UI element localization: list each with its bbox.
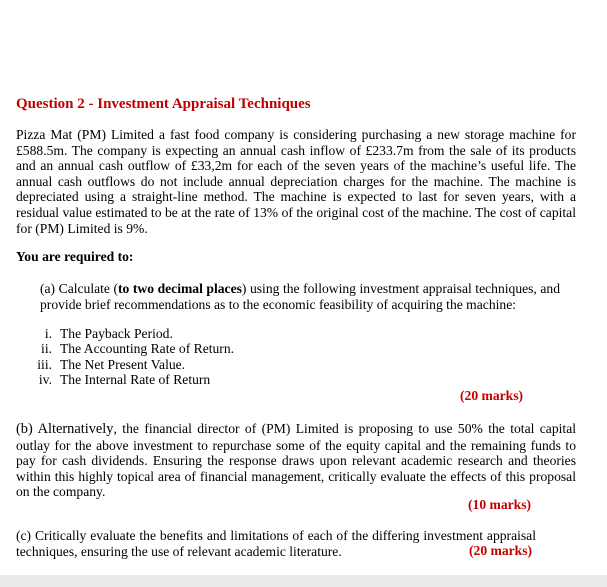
list-item — [16, 357, 234, 372]
question-title: Question 2 - Investment Appraisal Techniques — [16, 96, 311, 112]
list-item — [16, 372, 234, 387]
part-a-text-after: ) using the following investment appraisal techniques, and provide brief recommendations as to the economic feasibility of acquiring the machine: — [40, 281, 560, 312]
part-a-text — [40, 281, 560, 312]
technique-list — [16, 326, 234, 388]
bottom-band — [0, 575, 607, 587]
part-b-marks: (10 marks) — [468, 497, 532, 512]
part-a-marks: (20 marks) — [460, 388, 524, 403]
part-c-text: (c) Critically evaluate the benefits and limitations of each of the differing investment appraisal techniques, ensuring the use of relevant academic literature. — [16, 528, 536, 559]
part-a-bold: to two decimal places — [118, 281, 242, 296]
list-item-label: The Payback Period. — [60, 326, 173, 341]
part-c-marks: (20 marks) — [469, 543, 533, 558]
list-item-label: The Accounting Rate of Return. — [60, 341, 235, 357]
required-label: You are required to: — [16, 249, 134, 264]
list-item-number: iii. — [37, 356, 52, 372]
list-item-label: The Internal Rate of Return — [60, 372, 211, 388]
list-item — [16, 326, 234, 341]
part-b-text — [16, 421, 576, 500]
list-item-number: iv. — [38, 372, 52, 388]
part-b-lead: (b) Alternatively — [16, 421, 114, 437]
list-item-label: The Net Present Value. — [60, 356, 186, 372]
list-item-number: ii. — [41, 341, 52, 357]
part-a-text-before: (a) Calculate ( — [40, 281, 119, 296]
list-item-number: i. — [44, 326, 52, 341]
part-b-body: , the financial director of (PM) Limited is proposing to use 50% the total capital outlay for the above investment to repurchase some of the equity capital and the remaining funds to pay for cash dividends. Ensuring the response draws upon relevant academic research and theories within this highly topical area of financial management, critically evaluate the effects of this proposal on the company. — [16, 421, 577, 500]
question-intro: Pizza Mat (PM) Limited a fast food company is considering purchasing a new storage machine for £588.5m. The company is expecting an annual cash inflow of £233.7m from the sale of its products and an annual cash outflow of £33,2m for each of the seven years of the machine’s useful life. The annual cash outflows do not include annual depreciation charges for the machine. The machine is depreciated using a straight-line method. The machine is expected to last for seven years, with a residual value estimated to be at the rate of 13% of the original cost of the machine. The cost of capital for (PM) Limited is 9%. — [16, 127, 576, 236]
list-item — [16, 341, 234, 356]
